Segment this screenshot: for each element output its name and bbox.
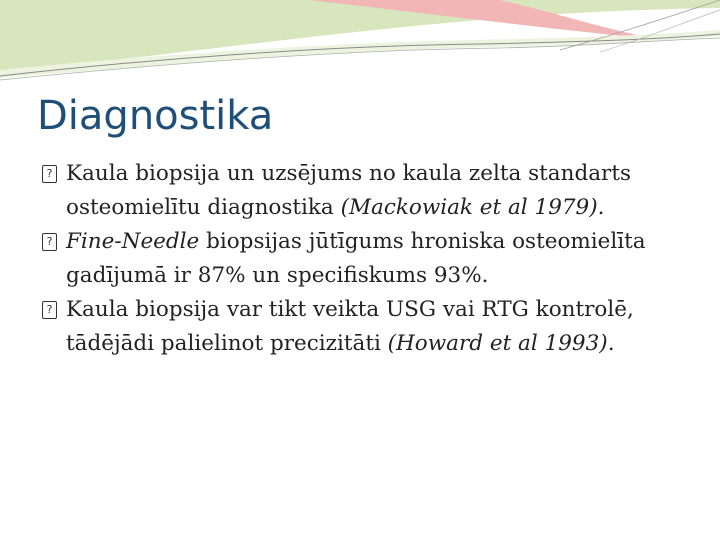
citation: (Mackowiak et al 1979) <box>340 195 598 220</box>
header-decoration <box>0 0 720 90</box>
bullet-item <box>42 293 702 361</box>
text-run: . <box>597 195 605 220</box>
text-run: tādējādi palielinot precizitāti <box>66 331 388 356</box>
bullet-line: Kaula biopsija un uzsējums no kaula zelta standarts <box>66 161 631 186</box>
bullet-line <box>66 327 702 361</box>
bullet-line <box>66 191 702 225</box>
citation: (Howard et al 1993) <box>387 331 608 356</box>
missing-glyph-bullet-icon <box>42 301 57 319</box>
bullet-line <box>66 225 702 259</box>
bullet-item <box>42 225 702 293</box>
text-run: . <box>607 331 615 356</box>
missing-glyph-bullet-icon <box>42 165 57 183</box>
missing-glyph-bullet-icon <box>42 233 57 251</box>
bullet-list <box>42 157 702 361</box>
slide-title: Diagnostika <box>37 93 274 139</box>
bullet-line: gadījumā ir 87% un specifiskums 93%. <box>66 263 489 288</box>
text-run: biopsijas jūtīgums hroniska osteomielīta <box>199 229 646 254</box>
bullet-item <box>42 157 702 225</box>
bullet-line: Kaula biopsija var tikt veikta USG vai RTG kontrolē, <box>66 297 634 322</box>
text-run: osteomielītu diagnostika <box>66 195 341 220</box>
italic-term: Fine-Needle <box>66 229 200 254</box>
